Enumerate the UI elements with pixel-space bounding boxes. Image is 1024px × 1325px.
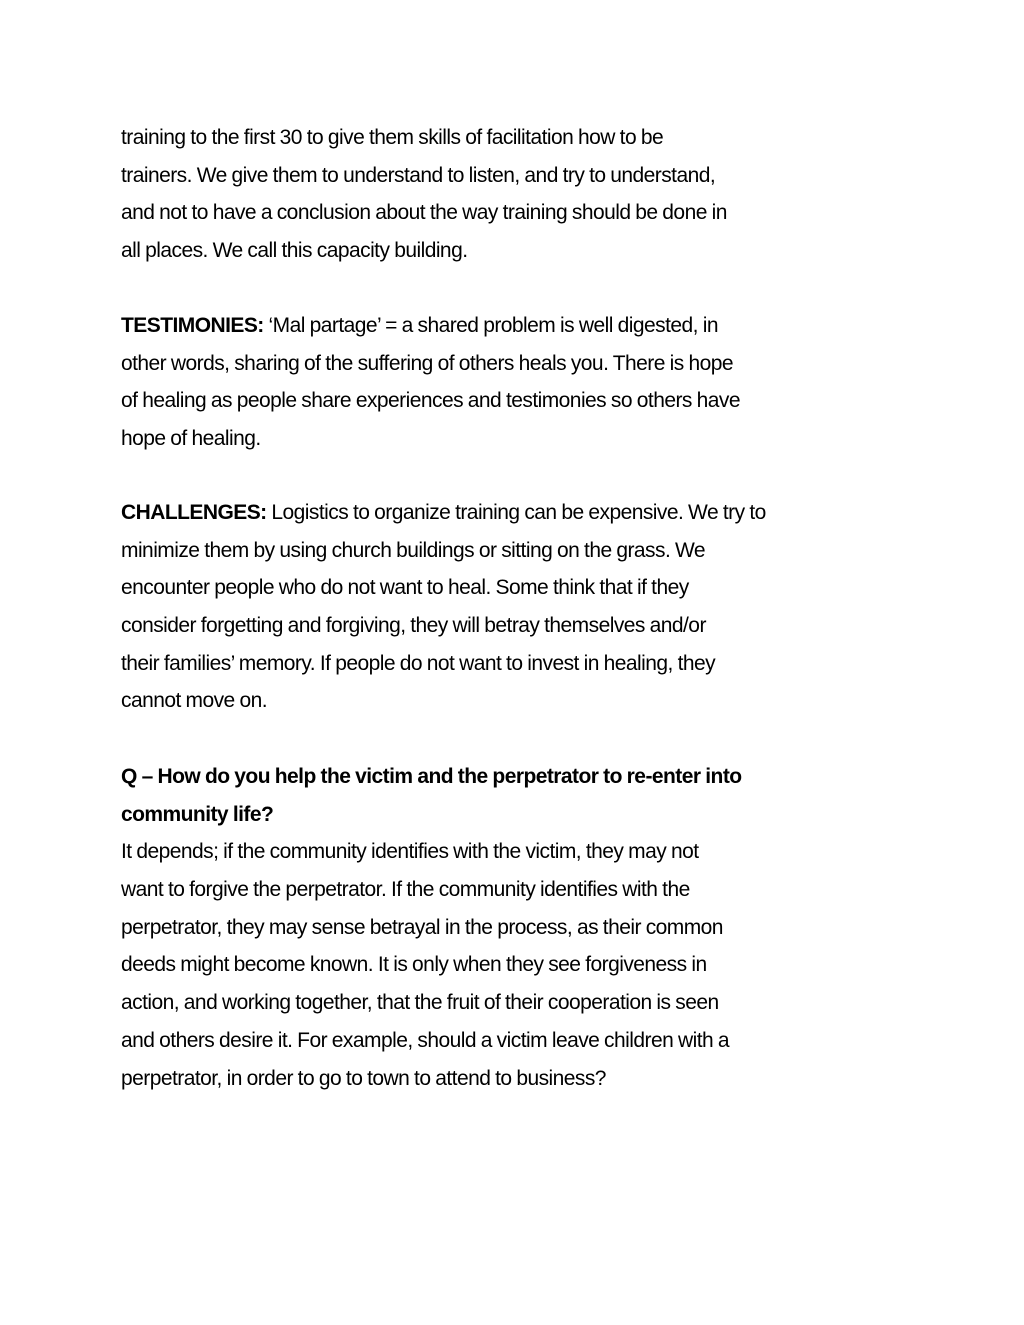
answer-line: It depends; if the community identifies with the victim, they may not [121,840,699,864]
text-line: and not to have a conclusion about the way training should be done in [121,201,727,225]
text-run: Logistics to organize training can be expensive. We try to [266,501,766,524]
answer-line: action, and working together, that the fruit of their cooperation is seen [121,991,719,1015]
answer-line: want to forgive the perpetrator. If the community identifies with the [121,878,690,902]
text-line: their families’ memory. If people do not want to invest in healing, they [121,651,716,675]
text-line: consider forgetting and forgiving, they will betray themselves and/or [121,614,706,638]
section-heading-testimonies: TESTIMONIES: [121,314,264,337]
question-heading-line: community life? [121,802,274,826]
text-line: all places. We call this capacity building. [121,239,468,263]
answer-line: deeds might become known. It is only when they see forgiveness in [121,953,707,977]
question-heading-line: Q – How do you help the victim and the perpetrator to re-enter into [121,765,742,788]
paragraph-capacity-building [121,119,921,270]
paragraph-testimonies [121,307,921,458]
text-line: other words, sharing of the suffering of others heals you. There is hope [121,351,734,375]
text-line: trainers. We give them to understand to listen, and try to understand, [121,163,716,187]
answer-line: and others desire it. For example, should a victim leave children with a [121,1028,730,1052]
text-run: ‘Mal partage’ = a shared problem is well digested, in [263,314,718,337]
text-line: minimize them by using church buildings or sitting on the grass. We [121,538,706,562]
answer-line: perpetrator, in order to go to town to attend to business? [121,1066,606,1090]
text-line: encounter people who do not want to heal. Some think that if they [121,576,689,600]
paragraph-challenges [121,494,921,720]
text-line: training to the first 30 to give them skills of facilitation how to be [121,126,664,149]
text-line [121,494,921,532]
answer-line: perpetrator, they may sense betrayal in the process, as their common [121,915,723,939]
question-answer-block [121,758,921,1097]
text-line: of healing as people share experiences and testimonies so others have [121,389,740,413]
text-line: cannot move on. [121,689,268,713]
text-line: hope of healing. [121,427,261,451]
section-heading-challenges: CHALLENGES: [121,501,267,524]
text-line [121,307,921,345]
